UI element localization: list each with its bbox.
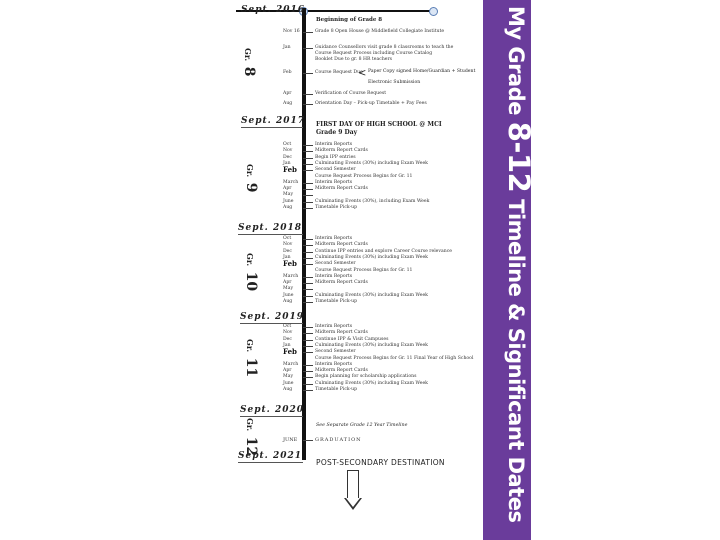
row-month: Aug	[283, 387, 293, 392]
timeline-row	[283, 192, 483, 198]
divider	[238, 462, 303, 463]
timeline-row	[283, 286, 483, 292]
sept-label-2020: Sept. 2020	[240, 405, 304, 415]
timeline-row: Apr Verification of Course Request	[283, 91, 387, 96]
grade-label-12: Gr. 12	[243, 418, 259, 457]
row-month: June	[283, 292, 294, 298]
row-month: Feb	[283, 259, 297, 269]
row-tick	[303, 158, 313, 159]
timeline-row: Nov 16 Grade 8 Open House @ Middlefield Collegiate Institute	[283, 29, 445, 34]
row-event: Midterm Report Cards	[315, 148, 368, 154]
row-tick	[303, 151, 313, 152]
timeline-row: Course Request Process including Course Catalog	[315, 51, 433, 56]
row-event: Interim Reports	[315, 179, 353, 185]
grade8-heading: Beginning of Grade 8	[316, 17, 383, 23]
row-month: March	[283, 361, 299, 367]
row-month: Dec	[283, 336, 292, 342]
row-tick	[303, 302, 313, 303]
row-month: Apr	[283, 186, 292, 192]
row-event: Begin IPP entries	[315, 154, 356, 160]
row-tick	[303, 170, 313, 171]
timeline-row	[283, 362, 483, 368]
row-tick	[303, 365, 313, 366]
row-month: Jan	[283, 254, 291, 260]
row-tick	[303, 289, 313, 290]
row-tick	[303, 189, 313, 190]
row-tick	[303, 390, 313, 391]
timeline-row	[283, 356, 483, 362]
timeline-row: JUNE GRADUATION	[283, 437, 362, 443]
row-month: May	[283, 374, 294, 380]
row-event: Culminating Events (30%) including Exam Week	[315, 292, 428, 298]
timeline-row	[283, 299, 483, 305]
row-month: Aug	[283, 299, 293, 304]
course-request-note: Paper Copy signed Home/Guardian + Student	[368, 69, 476, 74]
row-month: Nov	[283, 242, 293, 248]
row-event: Interim Reports	[315, 273, 353, 279]
timeline-row	[283, 337, 483, 343]
row-month: Nov	[283, 148, 293, 154]
sept-label-2021: Sept. 2021	[238, 451, 302, 461]
timeline-row	[283, 255, 483, 261]
timeline-row	[283, 330, 483, 336]
timeline-row	[283, 324, 483, 330]
row-month: Feb	[283, 347, 297, 357]
timeline-row	[283, 161, 483, 167]
row-event: Course Request Process Begins for Gr. 11 Final Year of High School	[315, 355, 474, 361]
grade9-heading: FIRST DAY OF HIGH SCHOOL @ MCI	[316, 121, 442, 128]
row-month: Apr	[283, 368, 292, 374]
timeline-row	[283, 242, 483, 248]
grade-label-11: Gr. 11	[243, 339, 259, 378]
grade9-subheading: Grade 9 Day	[316, 129, 358, 136]
row-tick	[303, 377, 313, 378]
row-month: Apr	[283, 280, 292, 286]
row-tick	[303, 195, 313, 196]
timeline-row	[283, 236, 483, 242]
row-event: Timetable Pick-up	[315, 299, 358, 304]
row-month: Feb	[283, 165, 297, 175]
row-tick	[303, 264, 313, 265]
sept-label-2019: Sept. 2019	[240, 312, 304, 322]
course-request-note: Electronic Submission	[368, 80, 421, 85]
page-title	[502, 6, 536, 522]
grade-label-10: Gr. 10	[243, 253, 259, 292]
timeline-row	[283, 174, 483, 180]
row-month: Oct	[283, 236, 292, 241]
row-tick	[303, 183, 313, 184]
timeline-row: Booklet Due to gr. 8 HR teachers	[315, 57, 393, 62]
row-event: Continue IPP entries and explore Career Course relevance	[315, 248, 452, 254]
row-event: Midterm Report Cards	[315, 330, 368, 336]
row-event: Timetable Pick-up	[315, 205, 358, 210]
timeline-row	[283, 186, 483, 192]
row-event: Culminating Events (30%) including Exam Week	[315, 254, 428, 260]
post-secondary-label: POST-SECONDARY DESTINATION	[316, 458, 445, 467]
sept-label-2017: Sept. 2017	[241, 116, 305, 126]
timeline-row	[283, 249, 483, 255]
timeline-row	[283, 167, 483, 173]
divider	[238, 234, 303, 235]
timeline-row	[283, 293, 483, 299]
sept-label-2016: Sept. 2016	[241, 5, 305, 15]
row-event: Second Semester	[315, 349, 356, 355]
row-event: Midterm Report Cards	[315, 242, 368, 248]
grade-label-8: Gr. 8	[241, 48, 257, 77]
row-event: Culminating Events (30%) including Exam Week	[315, 342, 428, 348]
timeline-row	[283, 274, 483, 280]
row-event: Timetable Pick-up	[315, 387, 358, 392]
row-month: March	[283, 179, 299, 185]
row-event: Course Request Process Begins for Gr. 11	[315, 267, 413, 273]
down-arrow-icon	[347, 470, 359, 499]
row-month: Oct	[283, 324, 292, 329]
bracket-icon: <	[358, 68, 367, 79]
row-tick	[303, 283, 313, 284]
row-month: May	[283, 286, 294, 292]
timeline-row	[283, 199, 483, 205]
row-event: Culminating Events (30%), including Exam Week	[315, 198, 430, 204]
row-event: Interim Reports	[315, 361, 353, 367]
timeline-row	[283, 381, 483, 387]
row-month: Dec	[283, 154, 292, 160]
title-prefix: My Grade	[504, 6, 528, 122]
row-tick	[303, 346, 313, 347]
row-event: Culminating Events (30%) including Exam Week	[315, 160, 428, 166]
row-event: Continue IPP & Visit Campuses	[315, 336, 389, 342]
row-tick	[303, 352, 313, 353]
row-event: Midterm Report Cards	[315, 186, 368, 192]
row-month: Jan	[283, 160, 291, 166]
row-tick	[303, 333, 313, 334]
timeline-row	[283, 349, 483, 355]
row-tick	[303, 277, 313, 278]
divider	[241, 127, 303, 128]
row-month: Oct	[283, 142, 292, 147]
row-event: Interim Reports	[315, 142, 353, 147]
row-month: Jan	[283, 342, 291, 348]
timeline-row	[283, 148, 483, 154]
row-tick	[303, 258, 313, 259]
grade-label-9: Gr. 9	[243, 164, 259, 193]
row-event: Culminating Events (30%) including Exam Week	[315, 380, 428, 386]
row-event: Begin planning for scholarship applications	[315, 374, 417, 380]
row-event: Midterm Report Cards	[315, 368, 368, 374]
timeline-row	[283, 280, 483, 286]
row-tick	[303, 371, 313, 372]
timeline-dot-right	[429, 7, 438, 16]
row-tick	[303, 296, 313, 297]
sept-label-2018: Sept. 2018	[238, 223, 302, 233]
row-tick	[303, 239, 313, 240]
timeline-row	[283, 142, 483, 148]
timeline-row	[283, 205, 483, 211]
timeline-row: Feb Course Request Due	[283, 70, 363, 75]
row-month: Dec	[283, 248, 292, 254]
row-month: May	[283, 192, 294, 198]
timeline-row	[283, 374, 483, 380]
row-tick	[303, 340, 313, 341]
timeline-row: Aug Orientation Day – Pick-up Timetable + Pay Fees	[283, 101, 427, 106]
row-tick	[303, 245, 313, 246]
timeline-row	[283, 180, 483, 186]
row-tick	[303, 327, 313, 328]
row-event: Midterm Report Cards	[315, 280, 368, 286]
row-tick	[303, 145, 313, 146]
row-month: Aug	[283, 205, 293, 210]
row-event: Interim Reports	[315, 324, 353, 329]
row-month: June	[283, 198, 294, 204]
row-tick	[303, 252, 313, 253]
row-tick	[303, 164, 313, 165]
row-event: Second Semester	[315, 167, 356, 173]
title-suffix: Timeline & Significant Dates	[504, 192, 528, 523]
divider	[240, 416, 303, 417]
timeline-row	[283, 268, 483, 274]
row-month: June	[283, 380, 294, 386]
row-event: Course Request Process Begins for Gr. 11	[315, 173, 413, 179]
row-event: Interim Reports	[315, 236, 353, 241]
grade12-note: See Separate Grade 12 Year Timeline	[316, 423, 408, 428]
row-tick	[303, 208, 313, 209]
row-tick	[303, 384, 313, 385]
row-month: March	[283, 273, 299, 279]
row-month: Nov	[283, 330, 293, 336]
timeline-row	[283, 343, 483, 349]
row-event: Second Semester	[315, 261, 356, 267]
row-tick	[303, 202, 313, 203]
timeline-row	[283, 155, 483, 161]
title-grades: 8-12	[502, 121, 536, 193]
timeline-row: Jan Guidance Counsellors visit grade 8 classrooms to teach the	[283, 45, 454, 50]
timeline-row	[283, 387, 483, 393]
timeline-row	[283, 261, 483, 267]
